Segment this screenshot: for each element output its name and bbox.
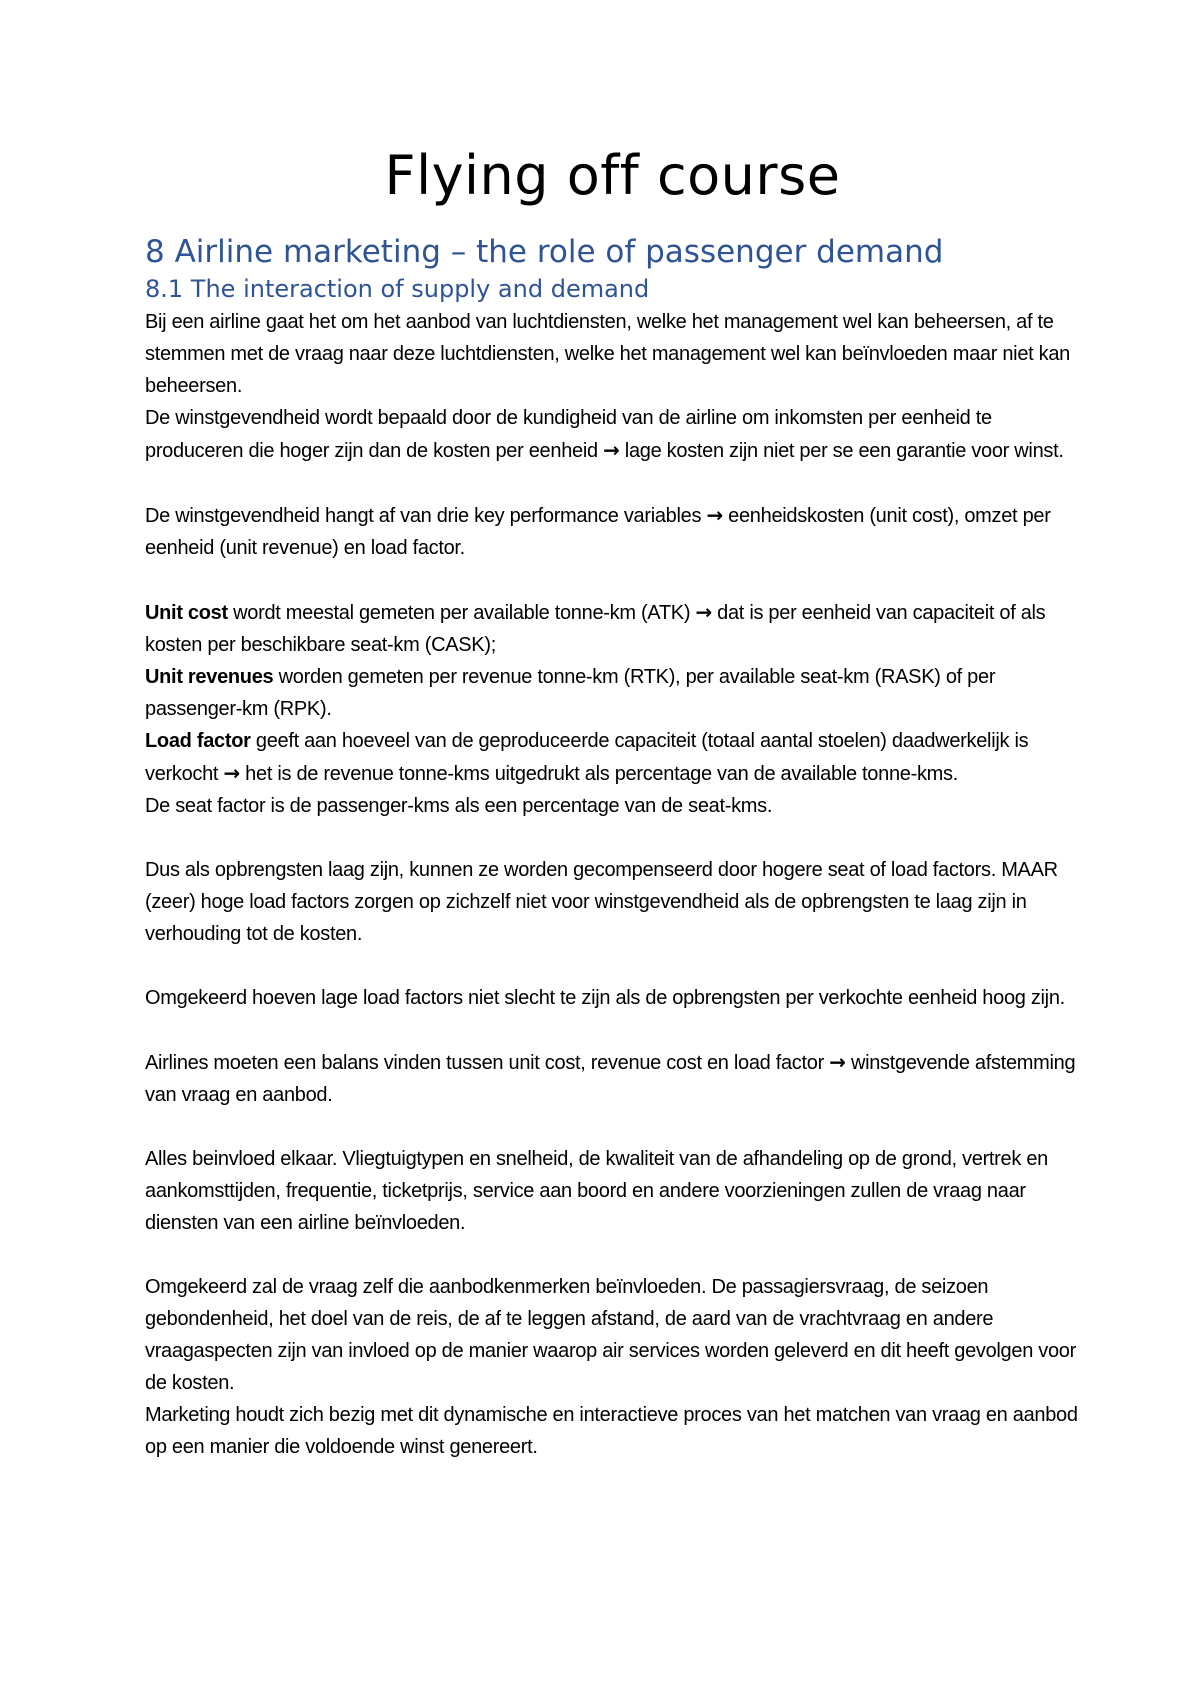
term-load-factor: Load factor (145, 730, 251, 752)
term-unit-revenues: Unit revenues (145, 666, 274, 688)
paragraph-spacer (145, 822, 1080, 854)
chapter-heading: 8 Airline marketing – the role of passenger demand (145, 234, 944, 270)
paragraph-seat-factor: De seat factor is de passenger-kms als een percentage van de seat-kms. (145, 795, 773, 817)
paragraph-supply-demand: Bij een airline gaat het om het aanbod van luchtdiensten, welke het management wel kan beheersen, af te stemmen met de vraag naar deze luchtdiensten, welke het management wel kan beïnvloeden maar niet kan beheersen. (145, 311, 1071, 397)
paragraph-spacer (145, 467, 1080, 499)
paragraph-text: De winstgevendheid wordt bepaald door de kundigheid van de airline om inkomsten per eenheid te produceren die hoger zijn dan de kosten per eenheid (145, 407, 992, 462)
document-body (145, 140, 1080, 1463)
paragraph-unit-revenues (145, 661, 1080, 725)
arrow-icon: → (695, 600, 712, 624)
arrow-icon: → (706, 503, 723, 527)
arrow-icon: → (829, 1050, 846, 1074)
section-heading: 8.1 The interaction of supply and demand (145, 275, 650, 303)
paragraph-unit-cost (145, 596, 1080, 661)
paragraph-spacer (145, 564, 1080, 596)
paragraph-load-factor (145, 725, 1080, 790)
paragraph-text: eenheidskosten (unit cost), omzet per eenheid (unit revenue) en load factor. (145, 505, 1051, 559)
paragraph-text: wordt meestal gemeten per available tonne-km (ATK) (227, 602, 696, 624)
paragraph-text: De winstgevendheid hangt af van drie key performance variables (145, 505, 707, 527)
paragraph-spacer (145, 1111, 1080, 1143)
paragraph-influence: Alles beinvloed elkaar. Vliegtuigtypen en snelheid, de kwaliteit van de afhandeling op de grond, vertrek en aankomsttijden, frequentie, ticketprijs, service aan boord en andere voorzieningen zullen de vraag naar diensten van een airline beïnvloeden. (145, 1148, 1048, 1234)
paragraph-text: geeft aan hoeveel van de geproduceerde capaciteit (totaal aantal stoelen) daadwerkelijk is verkocht (145, 730, 1029, 785)
arrow-icon: → (223, 761, 240, 785)
paragraph-spacer (145, 1014, 1080, 1046)
paragraph-low-revenue: Dus als opbrengsten laag zijn, kunnen ze worden gecompenseerd door hogere seat of load factors. MAAR (zeer) hoge load factors zorgen op zichzelf niet voor winstgevendheid als de opbrengsten te laag zijn in verhouding tot de kosten. (145, 859, 1058, 945)
paragraph-spacer (145, 1239, 1080, 1271)
paragraph-text: worden gemeten per revenue tonne-km (RTK), per available seat-km (RASK) of per passenger-km (RPK). (145, 666, 996, 720)
paragraph-profitability (145, 402, 1080, 467)
arrow-icon: → (603, 438, 620, 462)
paragraph-balance (145, 1046, 1080, 1111)
paragraph-text: Airlines moeten een balans vinden tussen unit cost, revenue cost en load factor (145, 1052, 830, 1074)
paragraph-text: winstgevende afstemming van vraag en aanbod. (145, 1052, 1076, 1106)
paragraph-text: dat is per eenheid van capaciteit of als kosten per beschikbare seat-km (CASK); (145, 602, 1046, 656)
paragraph-spacer (145, 950, 1080, 982)
document-title: Flying off course (384, 144, 841, 207)
paragraph-demand-effects: Omgekeerd zal de vraag zelf die aanbodkenmerken beïnvloeden. De passagiersvraag, de seizoen gebondenheid, het doel van de reis, de af te leggen afstand, de aard van de vrachtvraag en andere vraagaspecten zijn van invloed op de manier waarop air services worden geleverd en dit heeft gevolgen voor de kosten. (145, 1276, 1076, 1394)
paragraph-text: het is de revenue tonne-kms uitgedrukt als percentage van de available tonne-kms. (239, 763, 958, 785)
paragraph-text: lage kosten zijn niet per se een garantie voor winst. (619, 440, 1064, 462)
paragraph-key-variables (145, 499, 1080, 564)
paragraph-low-load-factors: Omgekeerd hoeven lage load factors niet slecht te zijn als de opbrengsten per verkochte eenheid hoog zijn. (145, 987, 1065, 1009)
term-unit-cost: Unit cost (145, 602, 228, 624)
paragraph-marketing: Marketing houdt zich bezig met dit dynamische en interactieve proces van het matchen van vraag en aanbod op een manier die voldoende winst genereert. (145, 1404, 1078, 1458)
